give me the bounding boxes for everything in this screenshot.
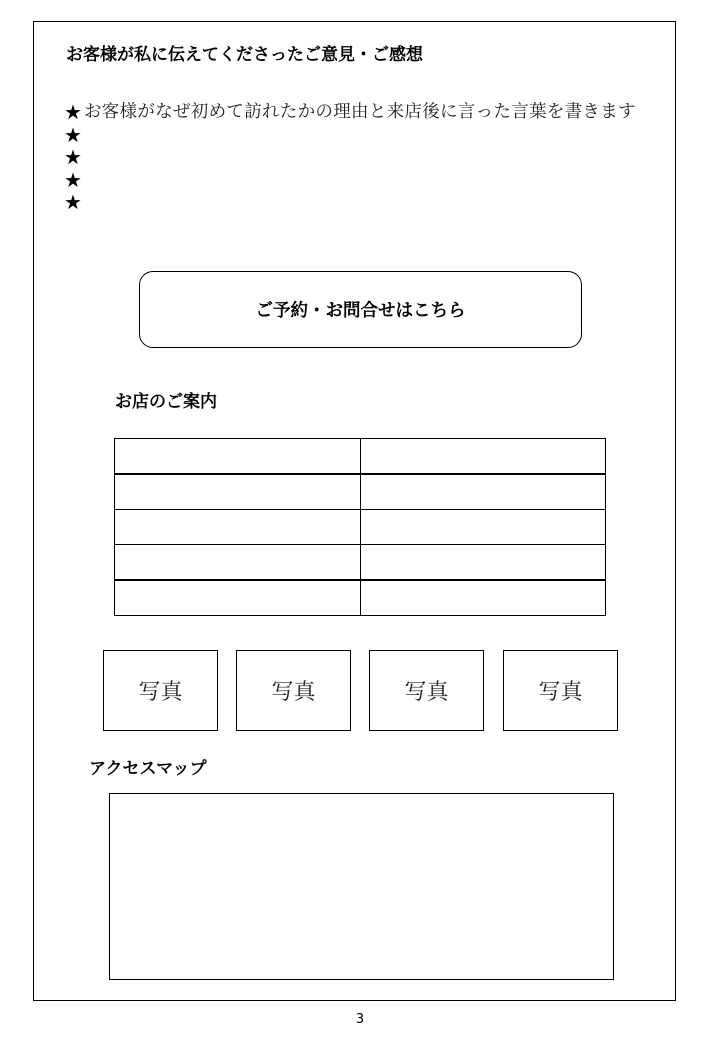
feedback-title: お客様が私に伝えてくださったご意見・ご感想 <box>66 45 423 65</box>
shop-info-table <box>114 438 606 616</box>
feedback-item <box>64 191 636 214</box>
feedback-item-text: お客様がなぜ初めて訪れたかの理由と来店後に言った言葉を書きます <box>84 102 636 123</box>
star-icon: ★ <box>64 167 82 192</box>
table-cell <box>115 580 361 616</box>
table-row <box>115 580 606 616</box>
feedback-list <box>64 101 636 214</box>
star-icon: ★ <box>64 190 82 215</box>
table-cell <box>115 474 361 510</box>
table-row <box>115 474 606 510</box>
table-cell <box>360 439 606 475</box>
photo-placeholder: 写真 <box>503 650 618 731</box>
star-icon: ★ <box>64 145 82 170</box>
reservation-contact-button[interactable]: ご予約・お問合せはこちら <box>139 271 582 348</box>
table-row <box>115 545 606 581</box>
feedback-item <box>64 169 636 192</box>
table-row <box>115 439 606 475</box>
access-map[interactable] <box>109 793 614 980</box>
table-cell <box>360 474 606 510</box>
photo-placeholder: 写真 <box>103 650 218 731</box>
star-icon: ★ <box>64 122 82 147</box>
feedback-item <box>64 101 636 124</box>
table-cell <box>115 510 361 545</box>
table-cell <box>360 510 606 545</box>
star-icon: ★ <box>64 100 82 125</box>
table-row <box>115 510 606 545</box>
table-cell <box>115 439 361 475</box>
shop-info-title: お店のご案内 <box>115 392 217 412</box>
photo-placeholder: 写真 <box>236 650 351 731</box>
table-cell <box>115 545 361 581</box>
feedback-item <box>64 146 636 169</box>
page-number: 3 <box>355 1012 365 1027</box>
table-cell <box>360 545 606 581</box>
photo-placeholder: 写真 <box>369 650 484 731</box>
feedback-item <box>64 124 636 147</box>
table-cell <box>360 580 606 616</box>
access-map-title: アクセスマップ <box>89 759 207 779</box>
